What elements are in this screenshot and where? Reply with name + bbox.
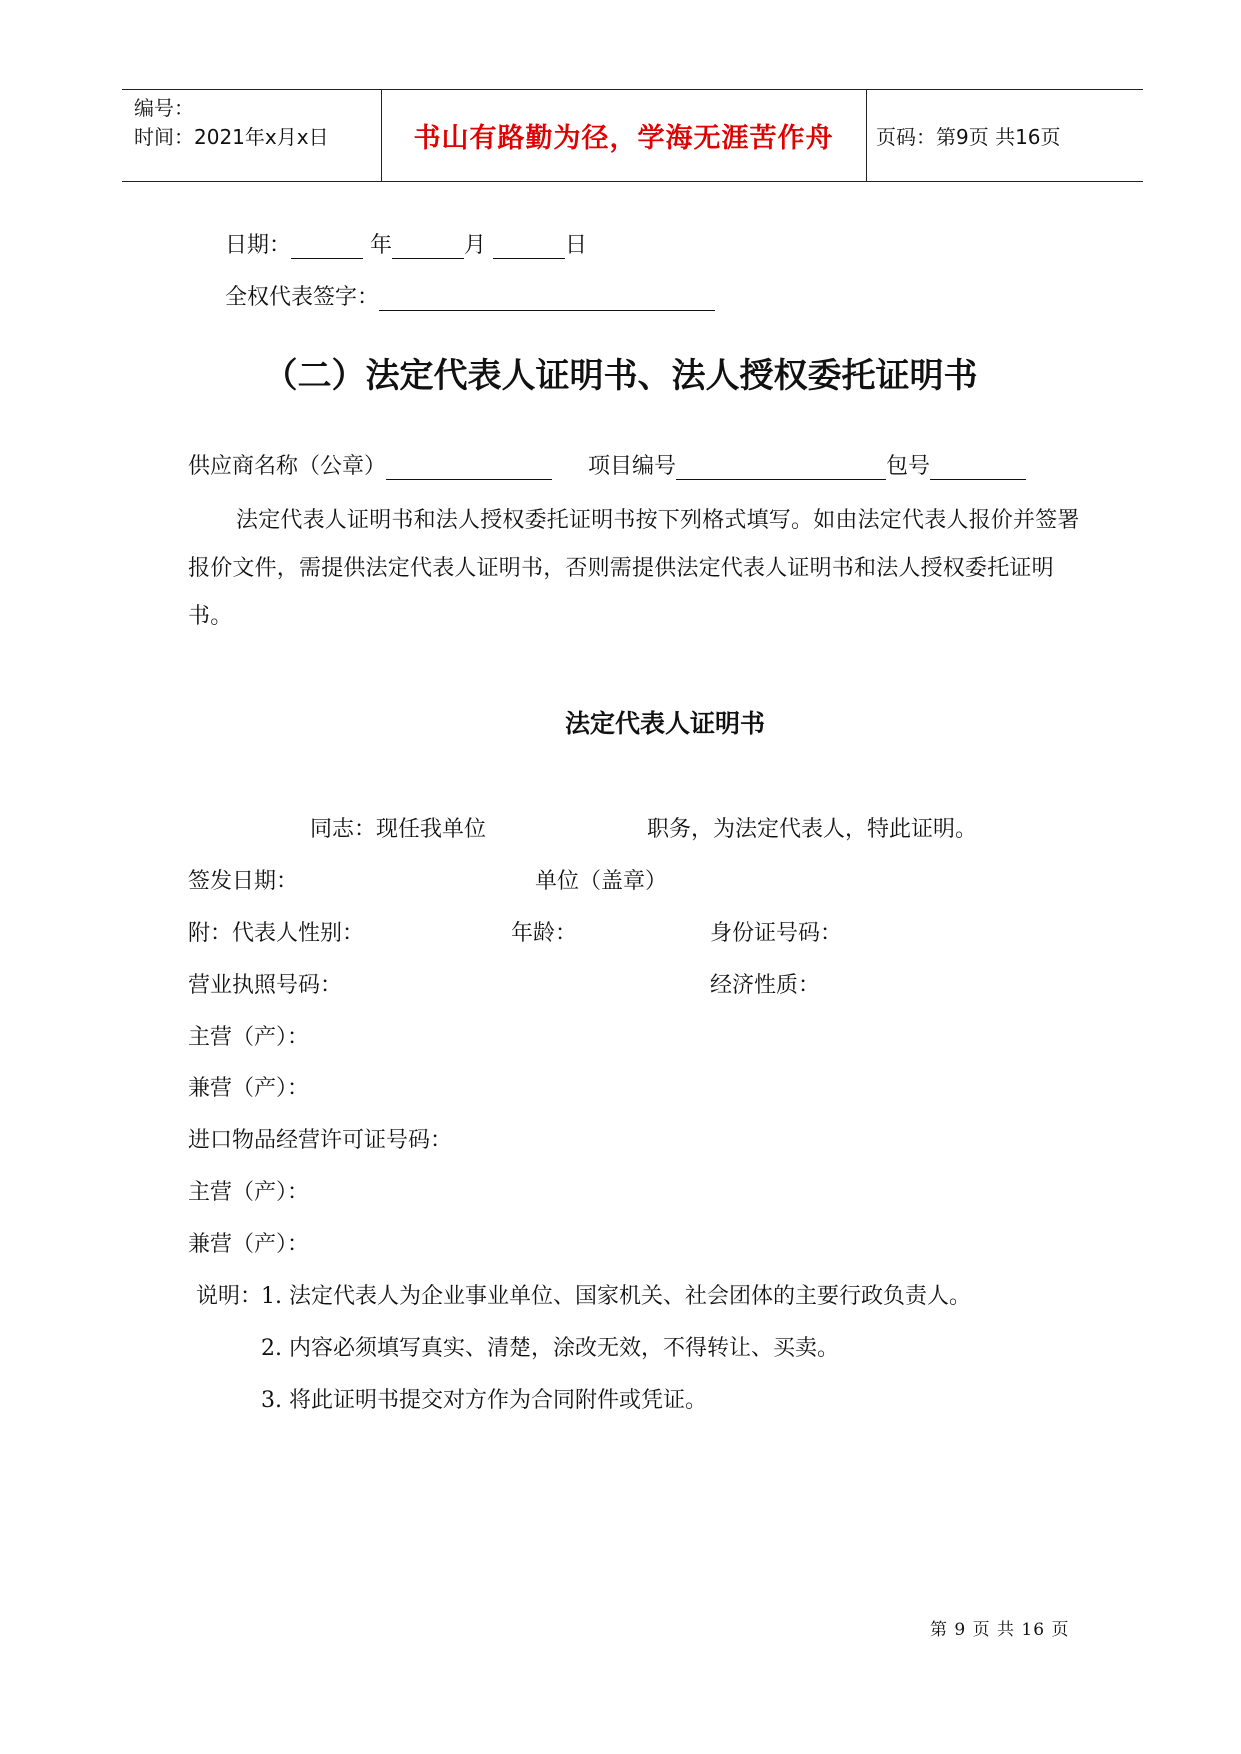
main-business-label-2: 主营（产）：: [188, 1180, 310, 1205]
unit-seal-label: 单位（盖章）: [535, 869, 668, 894]
project-label: 项目编号: [588, 454, 677, 479]
page-header: [122, 89, 1143, 182]
header-number-label: 编号：: [134, 96, 194, 120]
project-blank: [676, 455, 886, 480]
date-blank: [291, 234, 363, 259]
side-business-label: 兼营（产）：: [188, 1076, 310, 1101]
header-motto: 书山有路勤为径，学海无涯苦作舟: [413, 123, 834, 154]
signature-line: [225, 280, 715, 311]
supplier-line: [188, 449, 1026, 480]
date-label: 日期：: [225, 233, 292, 258]
page-footer: 第 9 页 共 16 页: [930, 1620, 1070, 1640]
import-license-label: 进口物品经营许可证号码：: [188, 1128, 453, 1153]
month-label: 月: [464, 233, 487, 258]
note-item-3: 3. 将此证明书提交对方作为合同附件或凭证。: [261, 1388, 707, 1413]
signature-label: 全权代表签字：: [225, 285, 380, 310]
year-label: 年: [370, 233, 393, 258]
header-meta: [134, 94, 329, 152]
package-label: 包号: [886, 454, 931, 479]
supplier-blank: [386, 455, 552, 480]
side-business-label-2: 兼营（产）：: [188, 1232, 310, 1257]
issue-date-label: 签发日期：: [188, 869, 299, 894]
id-number-label: 身份证号码：: [710, 921, 843, 946]
certificate-line1-a: 同志：现任我单位: [310, 817, 487, 842]
intro-paragraph: 法定代表人证明书和法人授权委托证明书按下列格式填写。如由法定代表人报价并签署报价文件，需提供法定代表人证明书，否则需提供法定代表人证明书和法人授权委托证明书。: [188, 508, 1080, 629]
note-item-1: 1. 法定代表人为企业事业单位、国家机关、社会团体的主要行政负责人。: [261, 1284, 971, 1309]
certificate-title: 法定代表人证明书: [564, 709, 765, 738]
header-divider: [866, 90, 867, 181]
age-label: 年龄：: [511, 921, 578, 946]
signature-blank: [379, 286, 715, 311]
certificate-line1-b: 职务，为法定代表人，特此证明。: [647, 817, 978, 842]
license-label: 营业执照号码：: [188, 973, 343, 998]
header-time-label: 时间：2021年x月x日: [134, 125, 329, 149]
note-item-2: 2. 内容必须填写真实、清楚，涂改无效，不得转让、买卖。: [261, 1336, 839, 1361]
year-blank: [392, 234, 464, 259]
notes-label: 说明：: [196, 1284, 263, 1309]
date-line: [225, 228, 587, 259]
supplier-label: 供应商名称（公章）: [188, 454, 387, 479]
section-title: （二）法定代表人证明书、法人授权委托证明书: [263, 356, 978, 396]
month-blank: [493, 234, 565, 259]
gender-label: 附：代表人性别：: [188, 921, 365, 946]
package-blank: [930, 455, 1026, 480]
main-business-label: 主营（产）：: [188, 1025, 310, 1050]
header-page-info: 页码：第9页 共16页: [876, 125, 1061, 149]
day-label: 日: [565, 233, 588, 258]
economic-nature-label: 经济性质：: [710, 973, 821, 998]
